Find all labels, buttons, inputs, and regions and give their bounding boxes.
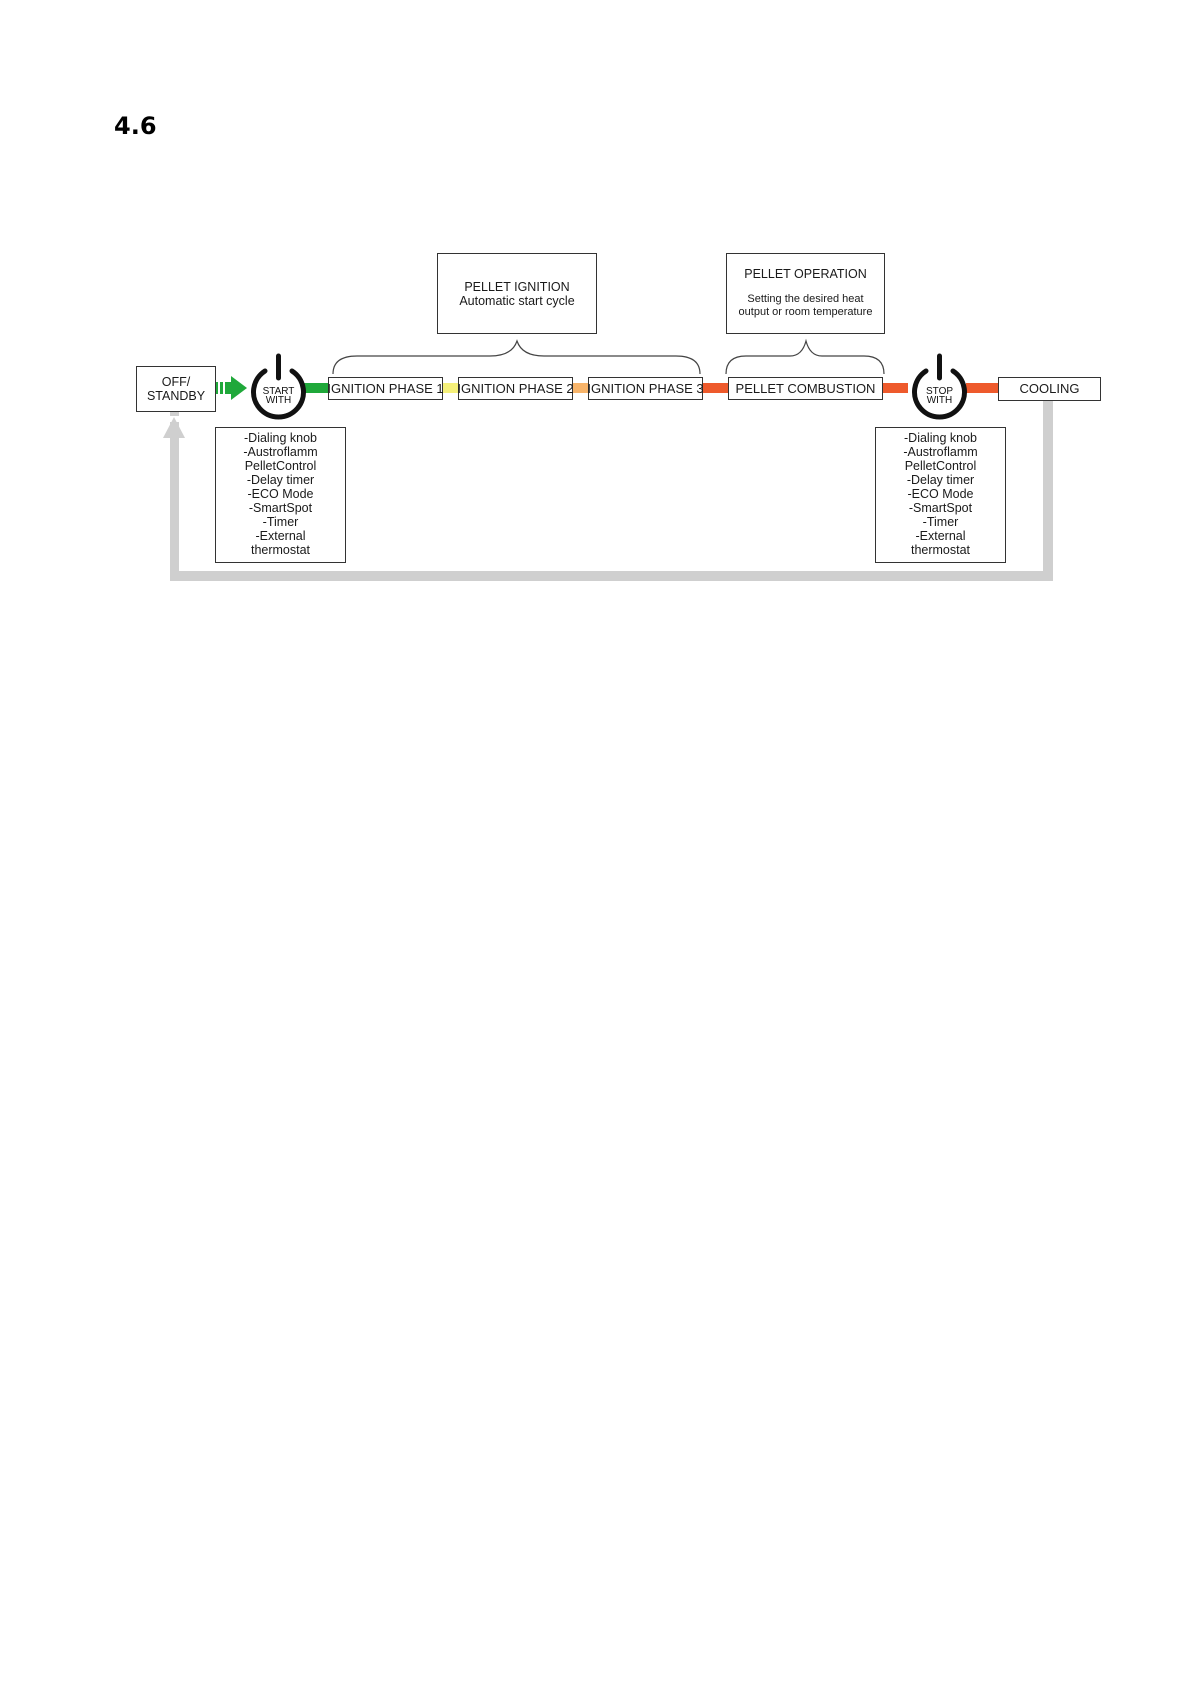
list-item: thermostat bbox=[250, 543, 311, 557]
list-item: -Delay timer bbox=[246, 473, 315, 487]
stop-label-2: WITH bbox=[926, 395, 953, 406]
stop-methods-list bbox=[875, 427, 1006, 563]
pellet-operation-line-2: output or room temperature bbox=[738, 306, 873, 318]
start-label-2: WITH bbox=[265, 395, 292, 406]
ignition-phase-2-label: IGNITION PHASE 2 bbox=[457, 380, 574, 396]
connector-stop-cooling bbox=[966, 383, 998, 393]
list-item: -SmartSpot bbox=[248, 501, 313, 515]
pellet-operation-title: PELLET OPERATION bbox=[744, 267, 867, 281]
ignition-phase-3-label: IGNITION PHASE 3 bbox=[587, 380, 704, 396]
list-item: PelletControl bbox=[244, 459, 317, 473]
list-item: -Timer bbox=[262, 515, 299, 529]
list-item: -ECO Mode bbox=[907, 487, 974, 501]
list-item: -ECO Mode bbox=[247, 487, 314, 501]
list-item: -Dialing knob bbox=[244, 431, 317, 445]
list-item: PelletControl bbox=[904, 459, 977, 473]
ignition-phase-1-box bbox=[328, 377, 443, 400]
list-item: -External bbox=[255, 529, 306, 543]
pellet-ignition-title: PELLET IGNITION bbox=[464, 280, 570, 294]
list-item: thermostat bbox=[910, 543, 971, 557]
list-item: -Delay timer bbox=[906, 473, 975, 487]
stop-label-1: STOP bbox=[925, 386, 954, 397]
connector-phase1-phase2 bbox=[442, 383, 458, 393]
pellet-combustion-label: PELLET COMBUSTION bbox=[735, 380, 876, 396]
ignition-phase-1-label: IGNITION PHASE 1 bbox=[327, 380, 444, 396]
pellet-ignition-info-box bbox=[437, 253, 597, 334]
start-label-1: START bbox=[262, 386, 295, 397]
cooling-label: COOLING bbox=[1019, 381, 1080, 396]
pellet-ignition-subtitle: Automatic start cycle bbox=[459, 294, 575, 308]
off-standby-label: OFF/ STANDBY bbox=[146, 375, 206, 403]
section-number: 4.6 bbox=[114, 112, 157, 140]
cooling-box bbox=[998, 377, 1101, 401]
list-item: -External bbox=[915, 529, 966, 543]
start-methods-list bbox=[215, 427, 346, 563]
pellet-operation-line-1: Setting the desired heat bbox=[747, 293, 864, 305]
list-item: -Austroflamm bbox=[903, 445, 978, 459]
connector-phase2-phase3 bbox=[572, 383, 588, 393]
connector-phase3-combustion bbox=[702, 383, 728, 393]
list-item: -Timer bbox=[922, 515, 959, 529]
start-arrow bbox=[215, 376, 247, 400]
list-item: -Austroflamm bbox=[243, 445, 318, 459]
list-item: -SmartSpot bbox=[908, 501, 973, 515]
connector-combustion-stop bbox=[882, 383, 908, 393]
list-item: -Dialing knob bbox=[904, 431, 977, 445]
ignition-phase-3-box bbox=[588, 377, 703, 400]
ignition-phase-2-box bbox=[458, 377, 573, 400]
operation-bracket bbox=[726, 341, 884, 374]
pellet-combustion-box bbox=[728, 377, 883, 400]
ignition-bracket bbox=[333, 341, 700, 374]
pellet-operation-info-box bbox=[726, 253, 885, 334]
off-standby-box bbox=[136, 366, 216, 412]
